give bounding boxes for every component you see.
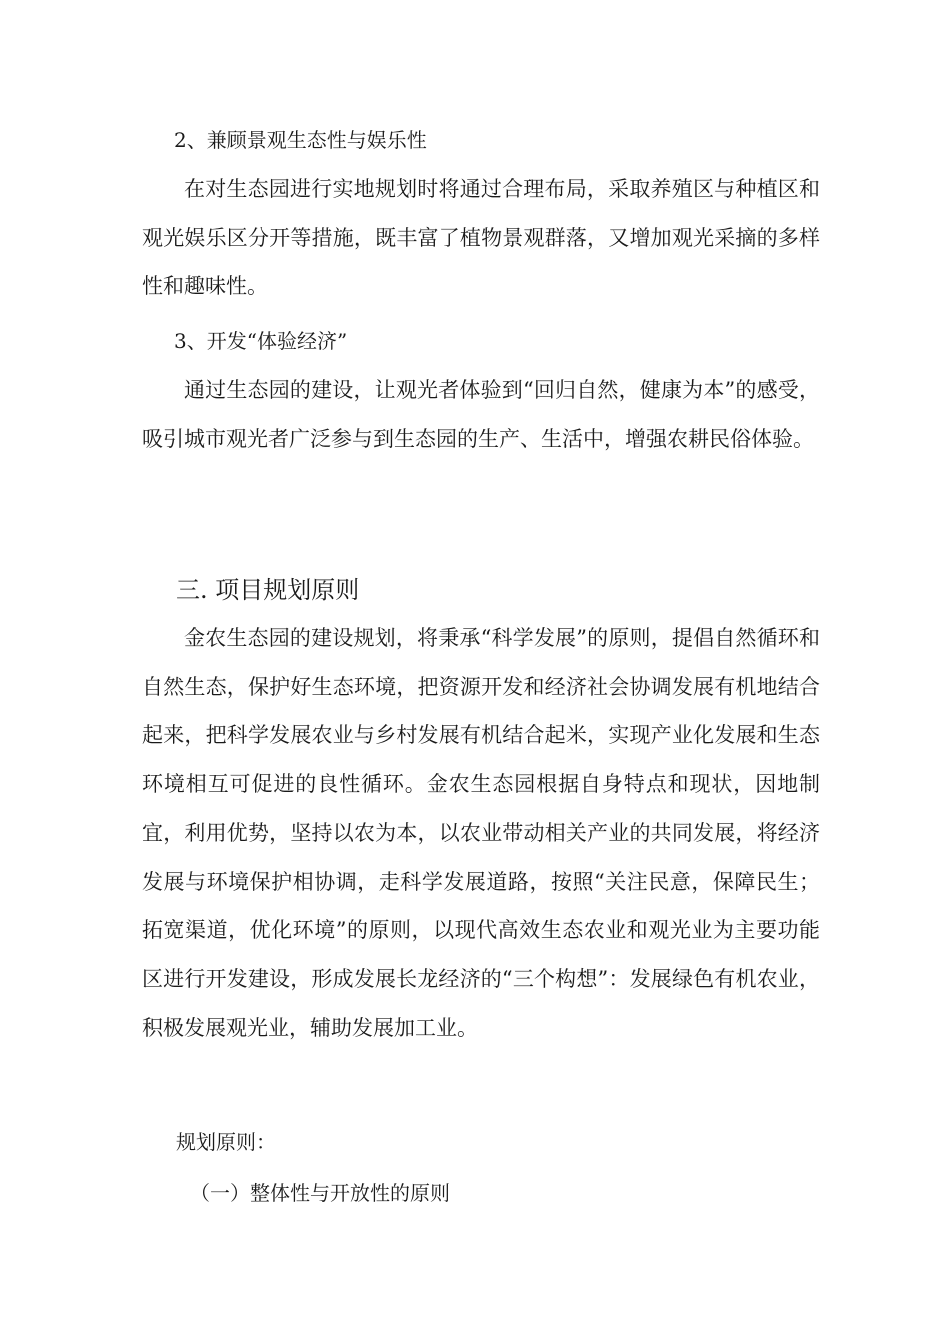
paragraph-landscape-planning: 在对生态园进行实地规划时将通过合理布局，采取养殖区与种植区和观光娱乐区分开等措施，既丰富了植物景观群落，又增加观光采摘的多样性和趣味性。: [142, 177, 820, 299]
paragraph-experience-economy: 通过生态园的建设，让观光者体验到“回归自然，健康为本”的感受，吸引城市观光者广泛参与到生态园的生产、生活中，增强农耕民俗体验。: [142, 378, 820, 451]
subheading-landscape-and-entertainment: 2、兼顾景观生态性与娱乐性: [174, 128, 427, 152]
principle-item-1: （一）整体性与开放性的原则: [190, 1181, 450, 1205]
subheading-experience-economy: 3、开发“体验经济”: [174, 329, 348, 353]
paragraph-planning-principles: 金农生态园的建设规划，将秉承“科学发展”的原则，提倡自然循环和自然生态，保护好生态环境，把资源开发和经济社会协调发展有机地结合起来，把科学发展农业与乡村发展有机结合起米，实现产业化发展和生态环境相互可促进的良性循环。金农生态园根据自身特点和现状，因地制宜，利用优势，坚持以农为本，以农业带动相关产业的共同发展，将经济发展与环境保护相协调，走科学发展道路，按照“关注民意，保障民生；拓宽渠道，优化环境”的原则，以现代高效生态农业和观光业为主要功能区进行开发建设，形成发展长龙经济的“三个构想”：发展绿色有机农业，积极发展观光业，辅助发展加工业。: [142, 626, 820, 1040]
principles-label: 规划原则：: [176, 1130, 276, 1154]
section-title-planning-principles: 三. 项目规划原则: [176, 576, 360, 604]
